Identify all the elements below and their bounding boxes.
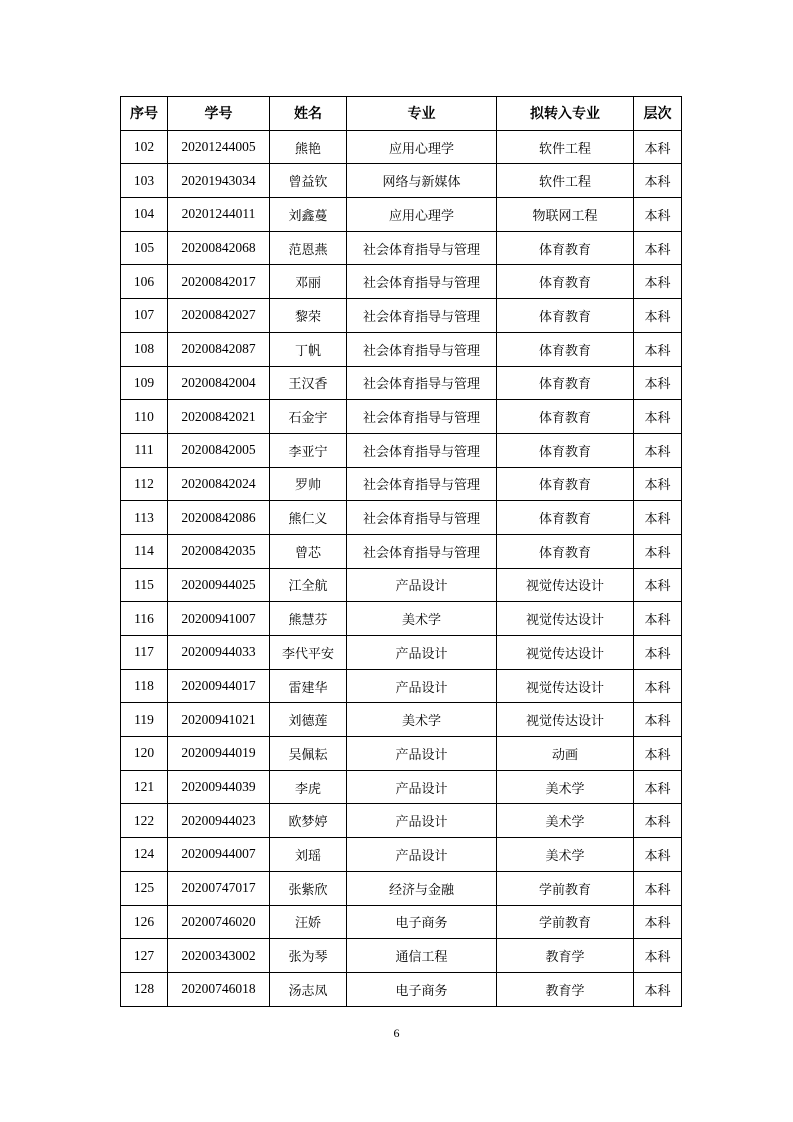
table-body	[121, 130, 682, 1006]
cell-seq: 116	[121, 602, 168, 636]
cell-major: 应用心理学	[347, 198, 497, 232]
cell-seq: 102	[121, 130, 168, 164]
table-row	[121, 130, 682, 164]
table-row	[121, 400, 682, 434]
cell-target-major: 体育教育	[497, 400, 634, 434]
cell-name: 熊艳	[270, 130, 347, 164]
cell-seq: 104	[121, 198, 168, 232]
cell-seq: 119	[121, 703, 168, 737]
cell-level: 本科	[634, 332, 682, 366]
cell-target-major: 体育教育	[497, 299, 634, 333]
cell-student-id: 20201943034	[168, 164, 270, 198]
header-target-major: 拟转入专业	[497, 97, 634, 131]
cell-student-id: 20201244011	[168, 198, 270, 232]
cell-level: 本科	[634, 467, 682, 501]
table-row	[121, 366, 682, 400]
cell-level: 本科	[634, 737, 682, 771]
table-row	[121, 770, 682, 804]
cell-major: 社会体育指导与管理	[347, 433, 497, 467]
cell-major: 产品设计	[347, 838, 497, 872]
table-row	[121, 871, 682, 905]
cell-student-id: 20200842086	[168, 501, 270, 535]
cell-seq: 112	[121, 467, 168, 501]
cell-seq: 105	[121, 231, 168, 265]
cell-student-id: 20200944017	[168, 669, 270, 703]
table-row	[121, 299, 682, 333]
cell-student-id: 20200842021	[168, 400, 270, 434]
cell-major: 社会体育指导与管理	[347, 299, 497, 333]
cell-seq: 117	[121, 636, 168, 670]
cell-name: 李代平安	[270, 636, 347, 670]
cell-level: 本科	[634, 602, 682, 636]
cell-target-major: 体育教育	[497, 231, 634, 265]
cell-seq: 122	[121, 804, 168, 838]
table-row	[121, 568, 682, 602]
cell-level: 本科	[634, 770, 682, 804]
cell-student-id: 20200944007	[168, 838, 270, 872]
cell-student-id: 20201244005	[168, 130, 270, 164]
cell-target-major: 体育教育	[497, 501, 634, 535]
cell-target-major: 视觉传达设计	[497, 636, 634, 670]
cell-seq: 108	[121, 332, 168, 366]
cell-name: 邓丽	[270, 265, 347, 299]
cell-target-major: 美术学	[497, 770, 634, 804]
cell-name: 王汉香	[270, 366, 347, 400]
cell-name: 曾芯	[270, 534, 347, 568]
page-number: 6	[393, 1026, 400, 1040]
cell-target-major: 体育教育	[497, 265, 634, 299]
cell-target-major: 物联网工程	[497, 198, 634, 232]
cell-major: 社会体育指导与管理	[347, 265, 497, 299]
cell-name: 汪娇	[270, 905, 347, 939]
cell-major: 社会体育指导与管理	[347, 467, 497, 501]
cell-seq: 120	[121, 737, 168, 771]
cell-major: 社会体育指导与管理	[347, 534, 497, 568]
cell-name: 丁帆	[270, 332, 347, 366]
cell-target-major: 体育教育	[497, 534, 634, 568]
table-row	[121, 804, 682, 838]
table-row	[121, 636, 682, 670]
cell-name: 李亚宁	[270, 433, 347, 467]
cell-student-id: 20200842035	[168, 534, 270, 568]
cell-seq: 106	[121, 265, 168, 299]
cell-student-id: 20200343002	[168, 939, 270, 973]
cell-student-id: 20200944025	[168, 568, 270, 602]
cell-major: 产品设计	[347, 636, 497, 670]
cell-target-major: 学前教育	[497, 905, 634, 939]
cell-name: 黎荣	[270, 299, 347, 333]
cell-seq: 115	[121, 568, 168, 602]
cell-level: 本科	[634, 400, 682, 434]
table-row	[121, 265, 682, 299]
cell-student-id: 20200944033	[168, 636, 270, 670]
table-row	[121, 534, 682, 568]
cell-seq: 125	[121, 871, 168, 905]
cell-major: 产品设计	[347, 669, 497, 703]
cell-major: 电子商务	[347, 905, 497, 939]
cell-level: 本科	[634, 669, 682, 703]
cell-target-major: 学前教育	[497, 871, 634, 905]
cell-level: 本科	[634, 871, 682, 905]
cell-level: 本科	[634, 568, 682, 602]
cell-name: 吴佩耘	[270, 737, 347, 771]
cell-target-major: 软件工程	[497, 164, 634, 198]
header-level: 层次	[634, 97, 682, 131]
header-major: 专业	[347, 97, 497, 131]
cell-level: 本科	[634, 905, 682, 939]
cell-target-major: 教育学	[497, 939, 634, 973]
cell-target-major: 视觉传达设计	[497, 669, 634, 703]
table-row	[121, 164, 682, 198]
cell-target-major: 体育教育	[497, 366, 634, 400]
table-header-row	[121, 97, 682, 131]
cell-student-id: 20200842004	[168, 366, 270, 400]
cell-seq: 128	[121, 972, 168, 1006]
cell-level: 本科	[634, 433, 682, 467]
header-name: 姓名	[270, 97, 347, 131]
cell-seq: 118	[121, 669, 168, 703]
cell-level: 本科	[634, 299, 682, 333]
cell-major: 社会体育指导与管理	[347, 332, 497, 366]
cell-level: 本科	[634, 501, 682, 535]
cell-student-id: 20200944019	[168, 737, 270, 771]
cell-major: 产品设计	[347, 568, 497, 602]
cell-target-major: 美术学	[497, 804, 634, 838]
cell-major: 社会体育指导与管理	[347, 231, 497, 265]
cell-target-major: 动画	[497, 737, 634, 771]
table-row	[121, 433, 682, 467]
cell-level: 本科	[634, 939, 682, 973]
cell-major: 社会体育指导与管理	[347, 366, 497, 400]
table-row	[121, 332, 682, 366]
header-seq: 序号	[121, 97, 168, 131]
cell-major: 经济与金融	[347, 871, 497, 905]
cell-student-id: 20200746020	[168, 905, 270, 939]
cell-level: 本科	[634, 703, 682, 737]
cell-seq: 127	[121, 939, 168, 973]
student-transfer-table	[120, 96, 682, 1007]
cell-student-id: 20200941007	[168, 602, 270, 636]
cell-level: 本科	[634, 231, 682, 265]
cell-major: 通信工程	[347, 939, 497, 973]
cell-name: 刘鑫蔓	[270, 198, 347, 232]
cell-major: 产品设计	[347, 770, 497, 804]
cell-level: 本科	[634, 265, 682, 299]
cell-student-id: 20200842027	[168, 299, 270, 333]
table-row	[121, 467, 682, 501]
cell-level: 本科	[634, 164, 682, 198]
cell-major: 社会体育指导与管理	[347, 501, 497, 535]
table-row	[121, 838, 682, 872]
cell-major: 美术学	[347, 602, 497, 636]
table-row	[121, 972, 682, 1006]
table-row	[121, 602, 682, 636]
cell-name: 刘瑶	[270, 838, 347, 872]
cell-major: 社会体育指导与管理	[347, 400, 497, 434]
cell-student-id: 20200944023	[168, 804, 270, 838]
cell-student-id: 20200941021	[168, 703, 270, 737]
cell-student-id: 20200944039	[168, 770, 270, 804]
cell-target-major: 教育学	[497, 972, 634, 1006]
cell-seq: 121	[121, 770, 168, 804]
table-row	[121, 703, 682, 737]
cell-level: 本科	[634, 972, 682, 1006]
cell-name: 欧梦婷	[270, 804, 347, 838]
cell-target-major: 视觉传达设计	[497, 703, 634, 737]
table-row	[121, 737, 682, 771]
cell-name: 雷建华	[270, 669, 347, 703]
cell-seq: 113	[121, 501, 168, 535]
cell-seq: 114	[121, 534, 168, 568]
cell-name: 汤志凤	[270, 972, 347, 1006]
cell-seq: 111	[121, 433, 168, 467]
cell-name: 李虎	[270, 770, 347, 804]
table-row	[121, 501, 682, 535]
cell-name: 熊仁义	[270, 501, 347, 535]
cell-target-major: 视觉传达设计	[497, 568, 634, 602]
cell-level: 本科	[634, 636, 682, 670]
cell-student-id: 20200842017	[168, 265, 270, 299]
cell-seq: 109	[121, 366, 168, 400]
cell-name: 石金宇	[270, 400, 347, 434]
cell-target-major: 视觉传达设计	[497, 602, 634, 636]
table-row	[121, 198, 682, 232]
cell-target-major: 体育教育	[497, 433, 634, 467]
cell-level: 本科	[634, 198, 682, 232]
cell-major: 产品设计	[347, 804, 497, 838]
cell-name: 熊慧芬	[270, 602, 347, 636]
cell-name: 张为琴	[270, 939, 347, 973]
cell-target-major: 美术学	[497, 838, 634, 872]
cell-major: 美术学	[347, 703, 497, 737]
header-student-id: 学号	[168, 97, 270, 131]
cell-major: 产品设计	[347, 737, 497, 771]
cell-target-major: 软件工程	[497, 130, 634, 164]
cell-student-id: 20200746018	[168, 972, 270, 1006]
cell-name: 张紫欣	[270, 871, 347, 905]
cell-student-id: 20200842068	[168, 231, 270, 265]
cell-name: 曾益钦	[270, 164, 347, 198]
cell-seq: 103	[121, 164, 168, 198]
cell-seq: 110	[121, 400, 168, 434]
cell-student-id: 20200842005	[168, 433, 270, 467]
cell-target-major: 体育教育	[497, 332, 634, 366]
cell-level: 本科	[634, 366, 682, 400]
cell-seq: 126	[121, 905, 168, 939]
cell-student-id: 20200842024	[168, 467, 270, 501]
table-row	[121, 231, 682, 265]
cell-major: 网络与新媒体	[347, 164, 497, 198]
cell-name: 罗帅	[270, 467, 347, 501]
table-row	[121, 905, 682, 939]
cell-seq: 107	[121, 299, 168, 333]
cell-seq: 124	[121, 838, 168, 872]
cell-target-major: 体育教育	[497, 467, 634, 501]
cell-level: 本科	[634, 804, 682, 838]
table-row	[121, 669, 682, 703]
cell-major: 应用心理学	[347, 130, 497, 164]
cell-level: 本科	[634, 130, 682, 164]
cell-major: 电子商务	[347, 972, 497, 1006]
table-row	[121, 939, 682, 973]
cell-name: 刘德莲	[270, 703, 347, 737]
cell-level: 本科	[634, 534, 682, 568]
cell-name: 范恩燕	[270, 231, 347, 265]
cell-level: 本科	[634, 838, 682, 872]
cell-name: 江全航	[270, 568, 347, 602]
cell-student-id: 20200842087	[168, 332, 270, 366]
cell-student-id: 20200747017	[168, 871, 270, 905]
